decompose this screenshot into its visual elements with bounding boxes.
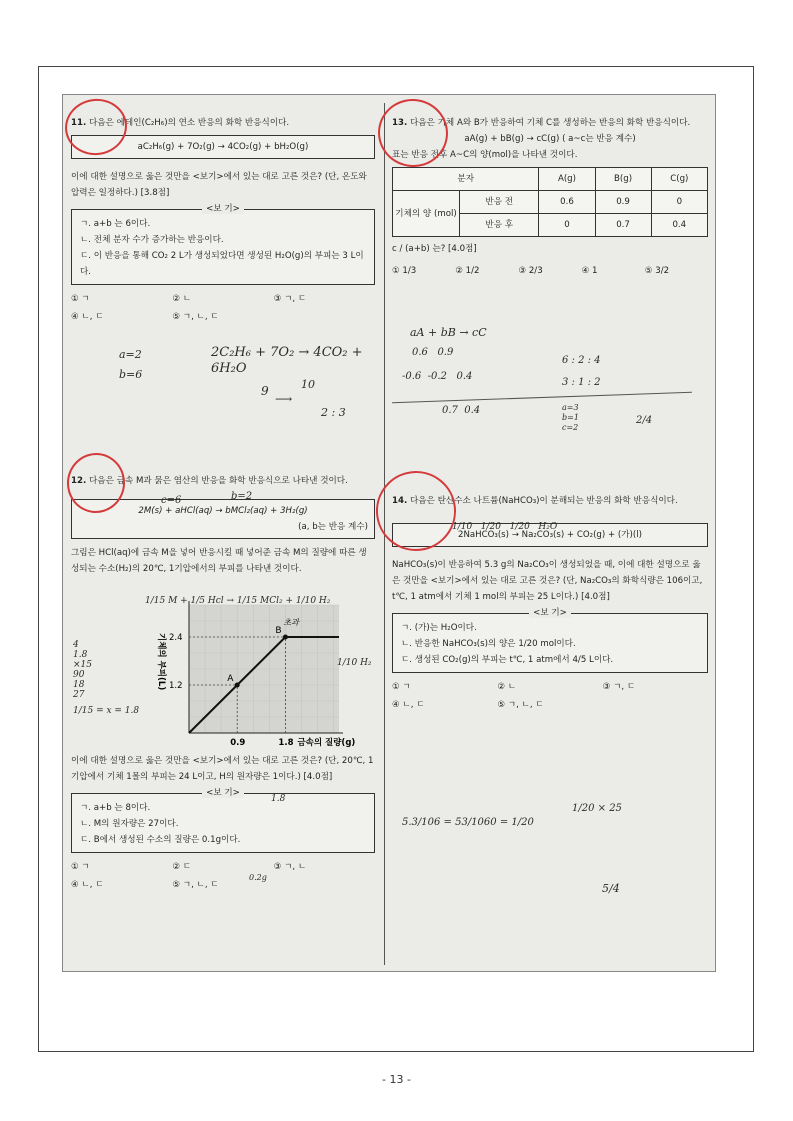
q13-equation: aA(g) + bB(g) → cC(g) ( a~c는 반응 계수) (464, 134, 636, 144)
q13-table-row-label: 반응 후 (460, 214, 539, 237)
q14-bogi-box (392, 608, 708, 673)
q14-handwriting-c3: 5/4 (602, 882, 620, 895)
q13-table-cell: 0.6 (539, 191, 595, 214)
q13-handwriting-r1: 0.6 0.9 (412, 347, 454, 358)
q13-handwriting-frac: 2/4 (636, 415, 653, 426)
q11-equation: aC₂H₆(g) + 7O₂(g) → 4CO₂(g) + bH₂O(g) (71, 135, 375, 159)
q14-bogi-title: <보 기> (529, 608, 571, 618)
q14-bogi-item: ㄷ. 생성된 CO₂(g)의 부피는 t℃, 1 atm에서 4/5 L이다. (401, 655, 614, 665)
q13-table-cell: 0.9 (595, 191, 651, 214)
q13-handwriting-r2: -0.6 -0.2 0.4 (402, 371, 473, 382)
q12-instruction: 이에 대한 설명으로 옳은 것만을 <보기>에서 있는 대로 고른 것은? (단, 20℃, 1기압에서 기체 1몰의 부피는 24 L이고, H의 원자량은 1이다.) [4.0점] (71, 756, 374, 782)
q12-equation-note: (a, b는 반응 계수) (298, 522, 368, 532)
q14-choices (392, 679, 708, 713)
q12-choice[interactable]: ⑤ ㄱ, ㄴ, ㄷ (172, 880, 219, 890)
chart-annotation: 초과 (283, 618, 299, 627)
chart-data-point (283, 635, 288, 640)
q13-choices (392, 263, 708, 279)
q11-handwriting-arrow: ⟶ (275, 392, 293, 406)
q13-stem: 다음은 기체 A와 B가 반응하여 기체 C를 생성하는 반응의 화학 반응식이다. (409, 118, 691, 128)
chart-point-label: A (227, 674, 234, 684)
q13-table-cell: 0 (539, 214, 595, 237)
q11-bogi-item: ㄴ. 전체 분자 수가 증가하는 반응이다. (80, 235, 224, 245)
q11-choices (71, 291, 375, 325)
q13-table-cell: 0.4 (651, 214, 707, 237)
q13-choice[interactable]: ③ 2/3 (518, 266, 543, 276)
q12-handwriting-margin: 4 1.8 ×15 90 18 27 (73, 640, 92, 700)
q12-bogi-item: ㄴ. M의 원자량은 27이다. (80, 819, 179, 829)
q12-handwriting-c6: c=6 (161, 495, 182, 506)
q11-choice[interactable]: ② ㄴ (172, 294, 192, 304)
q12-choice[interactable]: ① ㄱ (71, 862, 90, 872)
q14-desc: NaHCO₃(s)이 반응하여 5.3 g의 Na₂CO₃이 생성되었을 때, 이에 대한 설명으로 옳은 것만을 <보기>에서 있는 대로 고른 것은? (단, Na₂CO₃의 화학식량은 106이고, t℃, 1 atm에서 기체 1 mol의 부피는 25 L이다.) [4.0점] (392, 560, 703, 602)
q14-stem: 다음은 탄산수소 나트륨(NaHCO₃)이 분해되는 반응의 화학 반응식이다. (409, 496, 678, 506)
chart-y-tick-label: 2.4 (169, 633, 183, 643)
chart-x-axis-label: 금속의 질량(g) (297, 738, 356, 748)
q13-handwriting-r3: 0.7 0.4 (442, 405, 481, 416)
q13-table-row-label: 반응 전 (460, 191, 539, 214)
q13-choice[interactable]: ① 1/3 (392, 266, 417, 276)
q12-handwriting-h2: 1/10 H₂ (337, 658, 372, 668)
q14-equation: 2NaHCO₃(s) → Na₂CO₃(s) + CO₂(g) + (가)(l) (392, 523, 708, 547)
q12-handwriting-w2: 0.2g (249, 873, 267, 882)
q13-handwriting-ratio1: 6 : 2 : 4 (562, 355, 601, 366)
left-column (71, 95, 375, 972)
q11-stem: 다음은 에테인(C₂H₆)의 연소 반응의 화학 반응식이다. (88, 118, 290, 128)
q13-table-cell: 0 (651, 191, 707, 214)
q13-table-row-group: 기체의 양 (mol) (393, 191, 460, 237)
q14-bogi-item: ㄴ. 반응한 NaHCO₃(s)의 양은 1/20 mol이다. (401, 639, 576, 649)
q12-bogi-item: ㄱ. a+b 는 8이다. (80, 803, 151, 813)
q12-bogi-item: ㄷ. B에서 생성된 수소의 질량은 0.1g이다. (80, 835, 241, 845)
q11-handwriting-b: b=6 (119, 368, 143, 381)
q12-bogi-box (71, 788, 375, 853)
q14-choice[interactable]: ③ ㄱ, ㄷ (602, 682, 636, 692)
chart-x-tick-label: 1.8 (278, 738, 294, 748)
q11-number: 11. (71, 118, 87, 128)
q13-choice[interactable]: ② 1/2 (455, 266, 480, 276)
q12-choice[interactable]: ③ ㄱ, ㄴ (273, 862, 307, 872)
q13-number: 13. (392, 118, 408, 128)
q14-handwriting-calc: 5.3/106 = 53/1060 = 1/20 (402, 817, 534, 828)
q14-choice[interactable]: ① ㄱ (392, 682, 411, 692)
q14-handwriting-top: 1/10 1/20 1/20 H₂O (452, 522, 558, 532)
q13-desc: 표는 반응 전후 A~C의 양(mol)을 나타낸 것이다. (392, 150, 578, 160)
q13-question: c / (a+b) 는? [4.0점] (392, 244, 477, 254)
q11-handwriting-eq: 2C₂H₆ + 7O₂ → 4CO₂ + 6H₂O (211, 345, 363, 376)
q14-bogi-item: ㄱ. (가)는 H₂O이다. (401, 623, 477, 633)
q11-choice[interactable]: ③ ㄱ, ㄷ (273, 294, 307, 304)
q11-handwriting-n1: 9 (261, 384, 269, 398)
q12-handwriting-w1: 1.8 (271, 794, 286, 804)
q11-bogi-title: <보 기> (202, 204, 244, 214)
exam-scan (62, 94, 716, 972)
q14-number: 14. (392, 496, 408, 506)
q13-table-header: B(g) (595, 168, 651, 191)
chart-x-tick-label: 0.9 (230, 738, 246, 748)
q13-table-cell: 0.7 (595, 214, 651, 237)
chart-data-point (235, 683, 240, 688)
q13-table-header: A(g) (539, 168, 595, 191)
q13-choice[interactable]: ⑤ 3/2 (644, 266, 670, 276)
chart-y-tick-label: 1.2 (169, 681, 183, 691)
chart-y-axis-label: 기체의 부피(L) (156, 633, 166, 691)
q13-handwriting-eq: aA + bB → cC (410, 326, 487, 339)
page-number: - 13 - (382, 1073, 411, 1086)
q12-handwriting-eq: 1/15 M + 1/5 Hcl → 1/15 MCl₂ + 1/10 H₂ (145, 596, 331, 606)
question-12 (71, 473, 375, 893)
q12-equation: 2M(s) + aHCl(aq) → bMCl₂(aq) + 3H₂(g) (138, 506, 308, 516)
right-column (392, 95, 708, 972)
chart-point-label: B (275, 626, 282, 636)
q11-bogi-box (71, 204, 375, 285)
q12-handwriting-x: 1/15 = x = 1.8 (73, 706, 140, 716)
q12-stem: 다음은 금속 M과 묽은 염산의 반응을 화학 반응식으로 나타낸 것이다. (88, 476, 348, 486)
q11-choice[interactable]: ① ㄱ (71, 294, 90, 304)
q13-choice[interactable]: ④ 1 (581, 266, 598, 276)
q14-choice[interactable]: ⑤ ㄱ, ㄴ, ㄷ (497, 700, 544, 710)
q12-choice[interactable]: ② ㄷ (172, 862, 192, 872)
q13-table-header: 분자 (393, 168, 539, 191)
q14-choice[interactable]: ② ㄴ (497, 682, 517, 692)
q13-handwriting-abc: a=3 b=1 c=2 (562, 403, 579, 432)
q11-handwriting-a: a=2 (119, 348, 142, 361)
q13-working-line (392, 392, 692, 403)
q11-handwriting-n2: 10 (301, 378, 315, 391)
q11-bogi-item: ㄱ. a+b 는 6이다. (80, 219, 151, 229)
q12-equation-box (71, 499, 375, 539)
q12-choice[interactable]: ④ ㄴ, ㄷ (71, 880, 104, 890)
q12-handwriting-b2: b=2 (231, 491, 253, 502)
q13-table-header: C(g) (651, 168, 707, 191)
q12-bogi-title: <보 기> (202, 788, 244, 798)
q13-handwriting-ratio2: 3 : 1 : 2 (562, 377, 601, 388)
q11-instruction: 이에 대한 설명으로 옳은 것만을 <보기>에서 있는 대로 고른 것은? (단, 온도와 압력은 일정하다.) [3.8점] (71, 172, 367, 198)
q14-handwriting-c2: 1/20 × 25 (572, 803, 622, 814)
q11-choice[interactable]: ⑤ ㄱ, ㄴ, ㄷ (172, 312, 219, 322)
q12-choices (71, 859, 375, 893)
q13-table (392, 167, 708, 237)
q12-number: 12. (71, 476, 87, 486)
q12-description: 그림은 HCl(aq)에 금속 M을 넣어 반응시킬 때 넣어준 금속 M의 질량에 따른 생성되는 수소(H₂)의 20℃, 1기압에서의 부피를 나타낸 것이다. (71, 548, 367, 574)
q14-choice[interactable]: ④ ㄴ, ㄷ (392, 700, 425, 710)
q11-bogi-item: ㄷ. 이 반응을 통해 CO₂ 2 L가 생성되었다면 생성된 H₂O(g)의 부피는 3 L이다. (80, 251, 364, 277)
q11-handwriting-n4: 2 : 3 (321, 406, 346, 419)
q11-choice[interactable]: ④ ㄴ, ㄷ (71, 312, 104, 322)
